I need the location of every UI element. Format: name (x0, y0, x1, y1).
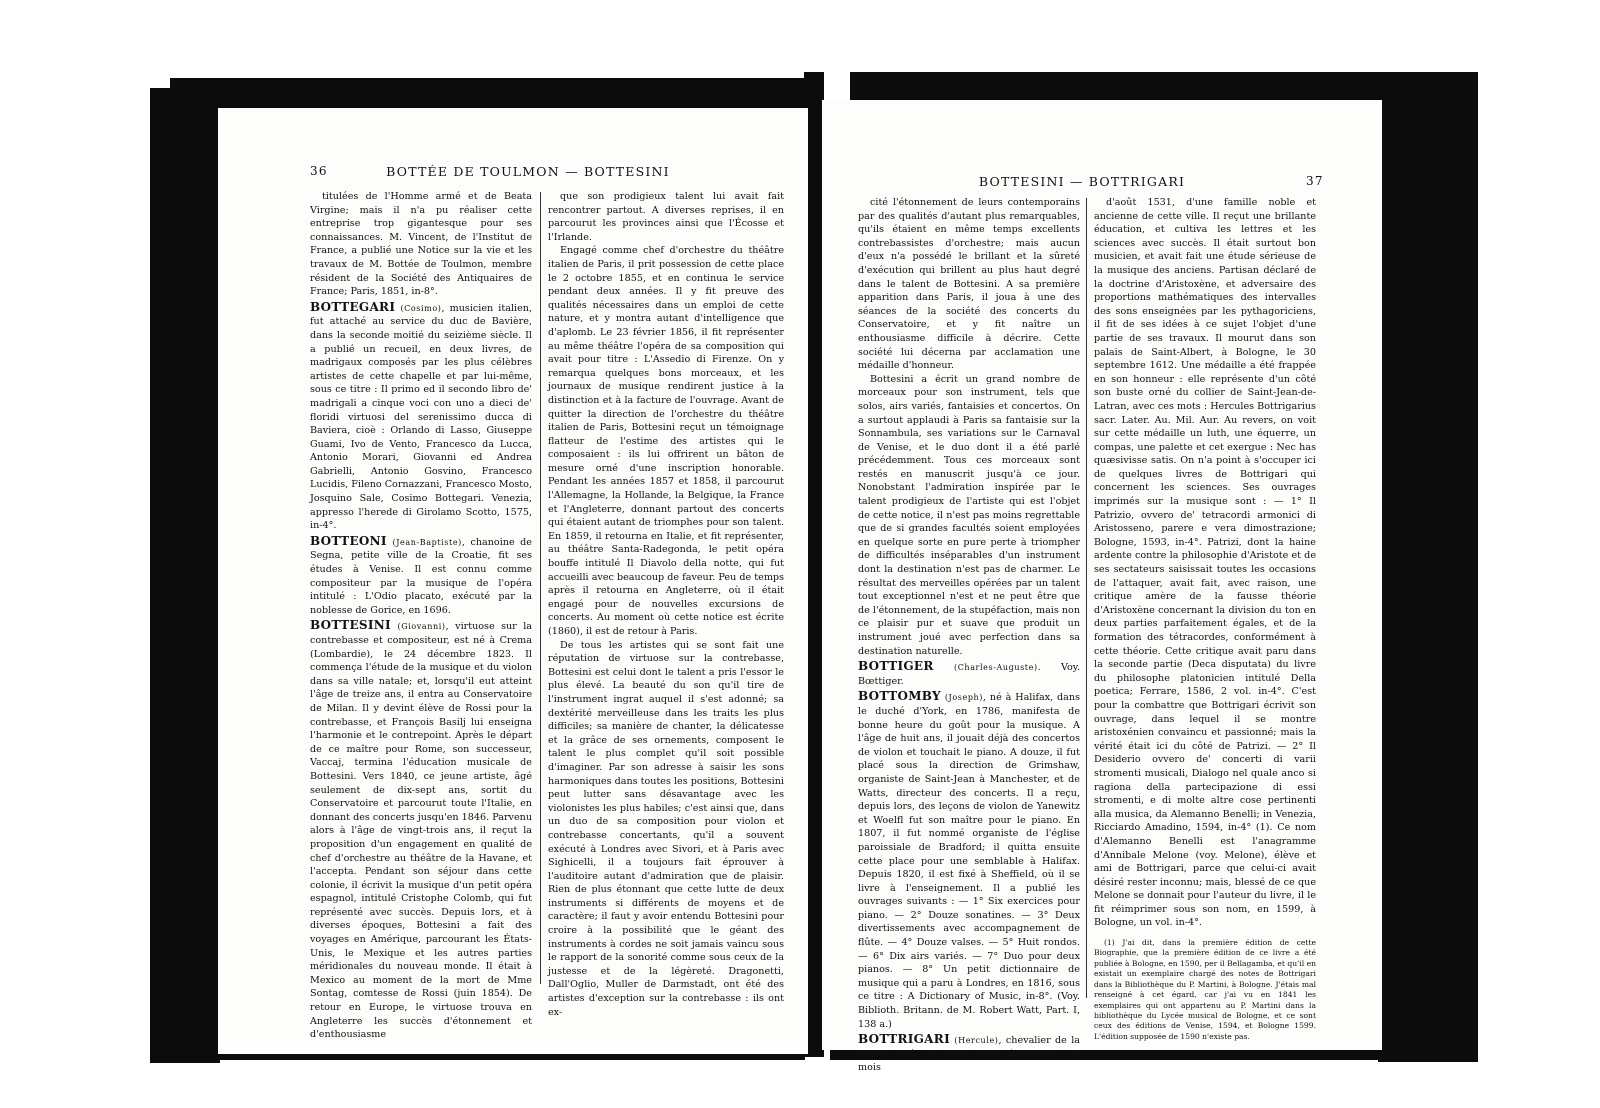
left-page-number: 36 (310, 164, 328, 178)
scan-border-top-right (850, 72, 1470, 102)
entry-forename: (Hercule) (949, 1036, 999, 1046)
dictionary-entry (310, 619, 532, 1041)
paragraph: d'août 1531, d'une famille noble et ancienne de cette ville. Il reçut une brillante éducation, et cultiva les lettres et les sciences avec succès. Il était surtout bon musicien, et avait fait une étude sérieuse de la musique des anciens. Partisan déclaré de la doctrine d'Aristoxène, et adversaire des proportions mathématiques des intervalles des sons enseignées par les pythagoriciens, il fit de ses idées à ce sujet l'objet d'une partie de ses travaux. Il mourut dans son palais de Saint-Albert, à Bologne, le 30 septembre 1612. Une médaille a été frappée en son honneur : elle représente d'un côté son buste orné du collier de Saint-Jean-de-Latran, avec ces mots : Hercules Bottrigarius sacr. Later. Au. Mil. Aur. Au revers, on voit sur cette médaille un luth, une équerre, un compas, une palette et cet exergue : Nec has quæsivisse satis. On n'a point à s'occuper ici de quelques livres de Bottrigari qui concernent les sciences. Ses ouvrages imprimés sur la musique sont : — 1° Il Patrizio, ovvero de' tetracordi armonici di Aristosseno, parere e vera dimostrazione; Bologne, 1593, in-4°. Patrizi, dont la haine ardente contre la philosophie d'Aristote et de ses sectateurs saisissait toutes les occasions de l'attaquer, avait fait, avec raison, une critique amère de la fausse théorie d'Aristoxène concernant la division du ton en deux parties parfaitement égales, et de la formation des tétracordes, conformément à cette théorie. Cette critique avait paru dans la seconde partie (Deca disputata) du livre du philosophe platonicien intitulé Della poetica; Ferrare, 1586, 2 vol. in-4°. C'est pour la combattre que Bottrigari écrivit son ouvrage, dans lequel il se montre aristoxénien convaincu et passionné; mais la vérité était ici du côté de Patrizi. — 2° Il Desiderio ovvero de' concerti di varii stromenti musicali, Dialogo nel quale anco si ragiona della partecipazione di essi stromenti, e di molte altre cose pertinenti alla musica, da Alemanno Benelli; in Venezia, Ricciardo Amadino, 1594, in-4° (1). Ce nom d'Alemanno Benelli est l'anagramme d'Annibale Melone (voy. Melone), élève et ami de Bottrigari, parce que celui-ci avait désiré rester inconnu; mais, blessé de ce que Melone se donnait pour l'auteur du livre, il le fit réimprimer sous son nom, en 1599, à Bologne, un vol. in-4°. (1094, 197, 1316, 929)
footnote-text: (1) J'ai dit, dans la première édition de cette Biographie, que la première édition de ce livre a été publiée à Bologne, en 1590, per il Bellagamba, et qu'il en existait un exemplaire chargé des notes de Bottrigari dans la Bibliothèque du P. Martini, à Bologne. J'étais mal renseigné à cet égard, car j'ai vu en 1841 les exemplaires qui ont appartenu au P. Martini dans la bibliothèque du Lycée musical de Bologne, et ce sont ceux des éditions de Venise, 1594, et Bologne 1599. L'édition supposée de 1590 n'existe pas. (1094, 938, 1316, 1041)
paragraph: Bottesini a écrit un grand nombre de morceaux pour son instrument, tels que solos, airs variés, fantaisies et concertos. On a surtout applaudi à Paris sa fantaisie sur la Sonnambula, ses variations sur le Carnaval de Venise, et le duo dont il a été parlé précédemment. Tous ces morceaux sont restés en manuscrit jusqu'à ce jour. Nonobstant l'admiration inspirée par le talent prodigieux de l'artiste qui est l'objet de cette notice, il n'est pas moins regrettable que de si grandes facultés soient employées en quelque sorte en pure perte à triompher de difficultés inséparables d'un instrument dont la destination n'est pas de charmer. Le résultat des merveilles opérées par un talent tout exceptionnel n'est et ne peut être que de l'étonnement, de la stupéfaction, mais non ce plaisir pur et suave que produit un instrument joué avec perfection dans sa destination naturelle. (858, 373, 1080, 657)
dictionary-entry (858, 660, 1080, 688)
entry-body: . Voy. Bœttiger. (858, 662, 1080, 687)
paragraph: Engagé comme chef d'orchestre du théâtre italien de Paris, il prit possession de cette place le 2 octobre 1855, et en continua le service pendant deux années. Il y fit preuve des qualités nécessaires dans un emploi de cette nature, et y montra autant d'intelligence que d'aplomb. Le 23 février 1856, il fit représenter au même théâtre l'opéra de sa composition qui avait pour titre : L'Assedio di Firenze. On y remarqua quelques bons morceaux, et les journaux de musique rendirent justice à la distinction et à la facture de l'ouvrage. Avant de quitter la direction de l'orchestre du théâtre italien de Paris, Bottesini reçut un témoignage flatteur de l'estime des artistes qui le composaient : ils lui offrirent un bâton de mesure orné d'une inscription honorable. Pendant les années 1857 et 1858, il parcourut l'Allemagne, la Hollande, la Belgique, la France et l'Angleterre, donnant partout des concerts qui étaient autant de triomphes pour son talent. En 1859, il retourna en Italie, et fit représenter, au théâtre Santa-Radegonda, le petit opéra bouffe intitulé Il Diavolo della notte, qui fut accueilli avec beaucoup de faveur. Peu de temps après il retourna en Angleterre, où il était engagé pour de nouvelles excursions de concerts. Au moment où cette notice est écrite (1860), il est de retour à Paris. (548, 245, 784, 637)
dictionary-entry (858, 1033, 1080, 1075)
left-column-1 (310, 190, 532, 1042)
scan-border-top-left (170, 78, 810, 110)
paragraph: titulées de l'Homme armé et de Beata Virgine; mais il n'a pu réaliser cette entreprise trop gigantesque pour ses connaissances. M. Vincent, de l'Institut de France, a publié une Notice sur la vie et les travaux de M. Bottée de Toulmon, membre résident de la Société des Antiquaires de France; Paris, 1851, in-8°. (310, 191, 532, 298)
entry-body: , virtuose sur la contrebasse et compositeur, est né à Crema (Lombardie), le 24 décembre 1823. Il commença l'étude de la musique et du violon dans sa ville natale; et, lorsqu'il eut atteint l'âge de treize ans, il entra au Conservatoire de Milan. Il y devint élève de Rossi pour la contrebasse, et François Basilj lui enseigna l'harmonie et le contrepoint. Après le départ de ce maître pour Rome, son successeur, Vaccaj, termina l'éducation musicale de Bottesini. Vers 1840, ce jeune artiste, âgé seulement de dix-sept ans, sortit du Conservatoire et parcourut toute l'Italie, en donnant des concerts jusqu'en 1846. Parvenu alors à l'âge de vingt-trois ans, il reçut la proposition d'un engagement en qualité de chef d'orchestre au théâtre de la Havane, et l'accepta. Pendant son séjour dans cette colonie, il écrivit la musique d'un petit opéra espagnol, intitulé Cristophe Colomb, qui fut représenté avec succès. Depuis lors, et à diverses époques, Bottesini a fait des voyages en Amérique, parcourant les États-Unis, le Mexique et les autres parties méridionales du nouveau monde. Il était à Mexico au moment de la mort de Mme Sontag, comtesse de Rossi (juin 1854). De retour en Europe, le virtuose trouva en Angleterre les succès d'étonnement et d'enthousiasme (310, 621, 532, 1041)
right-running-title: BOTTESINI — BOTTRIGARI (978, 174, 1186, 189)
entry-forename: (Giovanni) (390, 622, 446, 632)
paragraph: cité l'étonnement de leurs contemporains par des qualités d'autant plus remarquables, qu'ils étaient en même temps excellents contrebassistes d'orchestre; mais aucun d'eux n'a possédé le brillant et la sûreté d'exécution qui brillent au plus haut degré dans le talent de Bottesini. A sa première apparition dans Paris, il joua à une des séances de la société des concerts du Conservatoire, et y fit naître un enthousiasme difficile à décrire. Cette société lui décerna par acclamation une médaille d'honneur. (858, 197, 1080, 372)
entry-body: , musicien italien, fut attaché au service du duc de Bavière, dans la seconde moitié du seizième siècle. Il a publié un recueil, en deux livres, de madrigaux composés par les plus célèbres artistes de cette chapelle et par lui-même, sous ce titre : Il primo ed il secondo libro de' madrigali a cinque voci con uno a dieci de' floridi virtuosi del serenissimo ducca di Baviera, cioè : Orlando di Lasso, Giuseppe Guami, Ivo de Vento, Francesco da Lucca, Antonio Morari, Giovanni ed Andrea Gabrielli, Antonio Gosvino, Francesco Lucidis, Fileno Cornazzani, Francesco Mosto, Josquino Sale, Cosimo Bottegari. Venezia, appresso l'herede di Girolamo Scotto, 1575, in-4°. (310, 302, 532, 532)
entry-forename: (Jean-Baptiste) (386, 537, 462, 547)
entry-headword: BOTTIGER (858, 659, 934, 674)
entry-headword: BOTTESINI (310, 618, 391, 633)
left-column-rule (540, 192, 541, 984)
entry-forename: (Cosimo) (395, 303, 442, 313)
dictionary-entry (858, 690, 1080, 1031)
paragraph: De tous les artistes qui se sont fait une réputation de virtuose sur la contrebasse, Bottesini est celui dont le talent a pris l'essor le plus élevé. La beauté du son qu'il tire de l'instrument ingrat auquel il s'est adonné; sa dextérité merveilleuse dans les traits les plus difficiles; sa manière de chanter, la délicatesse et la grâce de ses ornements, composent le talent le plus complet qu'il soit possible d'imaginer. Par son adresse à saisir les sons harmoniques dans toutes les positions, Bottesini peut lutter sans désavantage avec les violonistes les plus habiles; c'est ainsi que, dans un duo de sa composition pour violon et contrebasse concertants, qu'il a souvent exécuté à Londres avec Sivori, et à Paris avec Sighicelli, il a toujours fait éprouver à l'auditoire autant d'admiration que de plaisir. Rien de plus étonnant que cette lutte de deux instruments si différents de moyens et de caractère; il faut y avoir entendu Bottesini pour croire à la possibilité que le géant des instruments à cordes ne soit jamais vaincu sous le rapport de la sonorité comme sous ceux de la justesse et de la légèreté. Dragonetti, Dall'Oglio, Muller de Darmstadt, ont été des artistes d'exception sur la contrebasse : ils ont ex- (548, 639, 784, 1018)
left-column-2 (548, 190, 784, 1019)
right-page (822, 100, 1382, 1074)
entry-headword: BOTTEONI (310, 533, 387, 548)
right-column-2 (1094, 196, 1316, 1042)
entry-headword: BOTTEGARI (310, 299, 396, 314)
paragraph: que son prodigieux talent lui avait fait rencontrer partout. A diverses reprises, il en parcourut les provinces ainsi que l'Écosse et l'Irlande. (548, 191, 784, 243)
left-page (218, 108, 808, 1054)
right-column-rule (1086, 198, 1087, 998)
left-running-title: BOTTÉE DE TOULMON — BOTTESINI (386, 164, 670, 179)
dictionary-entry (310, 301, 532, 533)
entry-headword: BOTTRIGARI (858, 1032, 950, 1047)
entry-body: , chanoine de Segna, petite ville de la Croatie, fit ses études à Venise. Il est connu comme compositeur par la musique de l'opéra intitulé : L'Odio placato, exécuté par la noblesse de Gorice, en 1696. (310, 536, 532, 616)
entry-body: , né à Halifax, dans le duché d'York, en 1786, manifesta de bonne heure du goût pour la musique. A l'âge de huit ans, il jouait déjà des concertos de violon et touchait le piano. A douze, il fut placé sous la direction de Grimshaw, organiste de Saint-Jean à Manchester, et de Watts, directeur des concerts. Il a reçu, depuis lors, des leçons de violon de Yanewitz et Woelfl fut son maître pour le piano. En 1807, il fut nommé organiste de l'église paroissiale de Bradford; il quitta ensuite cette place pour une semblable à Halifax. Depuis 1820, il est fixé à Sheffield, où il se livre à l'enseignement. Il a publié les ouvrages suivants : — 1° Six exercices pour piano. — 2° Douze sonatines. — 3° Deux divertissements avec accompagnement de flûte. — 4° Douze valses. — 5° Huit rondos. — 6° Dix airs variés. — 7° Duo pour deux pianos. — 8° Un petit dictionnaire de musique qui a paru à Londres, en 1816, sous ce titre : A Dictionary of Music, in-8°. (Voy. Biblioth. Britann. de M. Robert Watt, Part. I, 138 a.) (858, 692, 1080, 1030)
entry-headword: BOTTOMBY (858, 689, 941, 704)
dictionary-entry (310, 535, 532, 618)
footnote (1094, 938, 1316, 1042)
scan-border-right (1378, 72, 1478, 1062)
left-running-head (218, 164, 808, 182)
entry-forename: (Charles-Auguste) (933, 663, 1038, 673)
entry-body: , chevalier de la milice dorée du pape, naquit à Bologne, au mois (858, 1035, 1080, 1074)
right-column-1 (858, 196, 1080, 1075)
right-running-head (822, 174, 1382, 192)
scan-border-left (150, 88, 220, 1063)
entry-forename: (Joseph) (940, 693, 984, 703)
right-page-number: 37 (1306, 174, 1324, 188)
